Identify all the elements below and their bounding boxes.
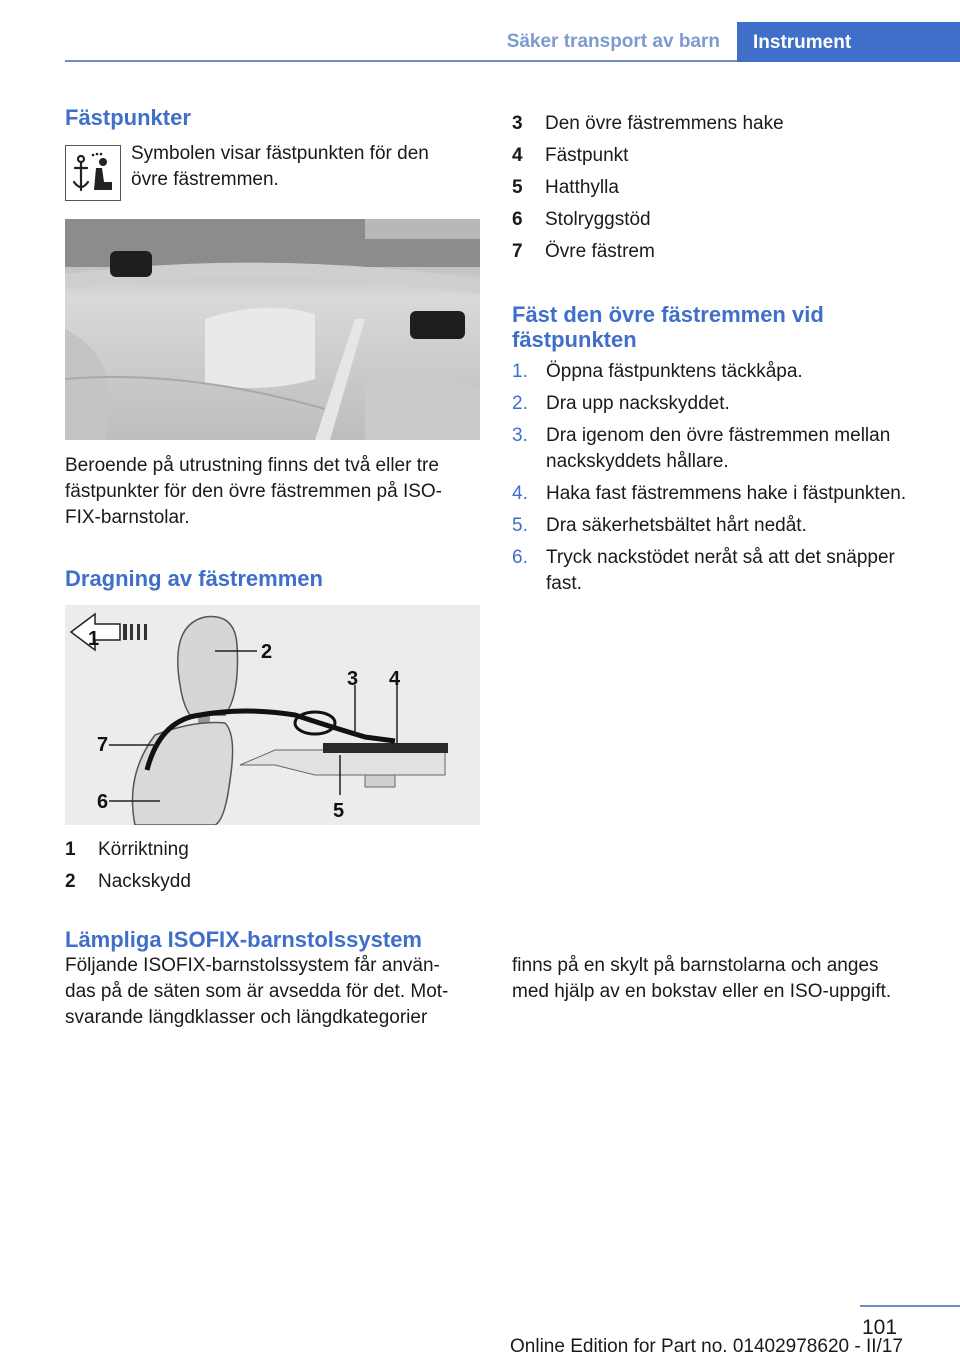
footer-edition: Online Edition for Part no. 01402978620 - II/17	[510, 1336, 903, 1357]
diagram-label-4: 4	[389, 668, 401, 690]
heading-dragning: Dragning av fästremmen	[65, 566, 323, 591]
bottom-left-line-1: Följande ISOFIX-barnstolssystem får använ‐	[65, 955, 440, 976]
step-number: 4.	[512, 483, 528, 504]
heading-lampliga: Lämpliga ISOFIX-barnstolssystem	[65, 927, 422, 952]
step-text: Dra upp nackskyddet.	[546, 393, 730, 414]
bottom-right-line-2: med hjälp av en bokstav eller en ISO-uppgift.	[512, 981, 892, 1002]
diagram-label-3: 3	[347, 668, 359, 690]
legend-text: Fästpunkt	[545, 145, 629, 166]
step-number: 3.	[512, 425, 528, 446]
header-chapter-label: Instrument	[753, 32, 852, 53]
child-seat-anchor-icon	[65, 145, 121, 201]
bottom-left-line-2: das på de säten som är avsedda för det. Mot‐	[65, 981, 449, 1002]
legend-number: 1	[65, 839, 76, 860]
legend-text: Övre fästrem	[545, 241, 655, 262]
symbol-text-line-2: övre fästremmen.	[131, 169, 279, 190]
legend-text: Hatthylla	[545, 177, 619, 198]
bottom-right-line-1: finns på en skylt på barnstolarna och anges	[512, 955, 879, 976]
heading-fast-den-line-1: Fäst den övre fästremmen vid	[512, 302, 824, 327]
legend-number: 6	[512, 209, 523, 230]
step-text: Öppna fästpunktens täckkåpa.	[546, 361, 803, 382]
legend-number: 5	[512, 177, 523, 198]
step-number: 5.	[512, 515, 528, 536]
heading-fast-den-line-2: fästpunkten	[512, 327, 637, 352]
diagram-label-5: 5	[333, 800, 345, 822]
legend-text: Den övre fästremmens hake	[545, 113, 784, 134]
para-line-1: Beroende på utrustning finns det två eller tre	[65, 455, 439, 476]
step-number: 2.	[512, 393, 528, 414]
diagram-label-6: 6	[97, 791, 109, 813]
step-text: Dra igenom den övre fästremmen mellan nackskyddets hållare.	[546, 425, 891, 472]
header-chapter-tab	[737, 22, 960, 62]
para-line-3: FIX-barnstolar.	[65, 507, 190, 528]
diagram-label-2: 2	[261, 641, 273, 663]
legend-text: Stolryggstöd	[545, 209, 651, 230]
heading-fastpunkter: Fästpunkter	[65, 105, 191, 130]
bottom-left-line-3: svarande längdklasser och längdkategorier	[65, 1007, 428, 1028]
step-text: Tryck nackstödet neråt så att det snäpper fast.	[546, 547, 895, 594]
legend-number: 2	[65, 871, 76, 892]
tether-routing-diagram	[65, 605, 480, 825]
step-text: Haka fast fästremmens hake i fästpunkten.	[546, 483, 907, 504]
rear-seat-photo	[65, 219, 480, 440]
footer-rule	[860, 1305, 960, 1307]
diagram-label-1: 1	[88, 628, 100, 650]
step-number: 6.	[512, 547, 528, 568]
page-number: 101	[862, 1316, 898, 1339]
legend-text: Nackskydd	[98, 871, 191, 892]
legend-number: 7	[512, 241, 523, 262]
legend-number: 3	[512, 113, 523, 134]
step-number: 1.	[512, 361, 528, 382]
header-section-title: Säker transport av barn	[506, 31, 720, 52]
diagram-label-7: 7	[97, 734, 109, 756]
step-text: Dra säkerhetsbältet hårt nedåt.	[546, 515, 807, 536]
para-line-2: fästpunkter för den övre fästremmen på ISO‐	[65, 481, 443, 502]
legend-number: 4	[512, 145, 523, 166]
symbol-text-line-1: Symbolen visar fästpunkten för den	[131, 143, 429, 164]
legend-text: Körriktning	[98, 839, 189, 860]
